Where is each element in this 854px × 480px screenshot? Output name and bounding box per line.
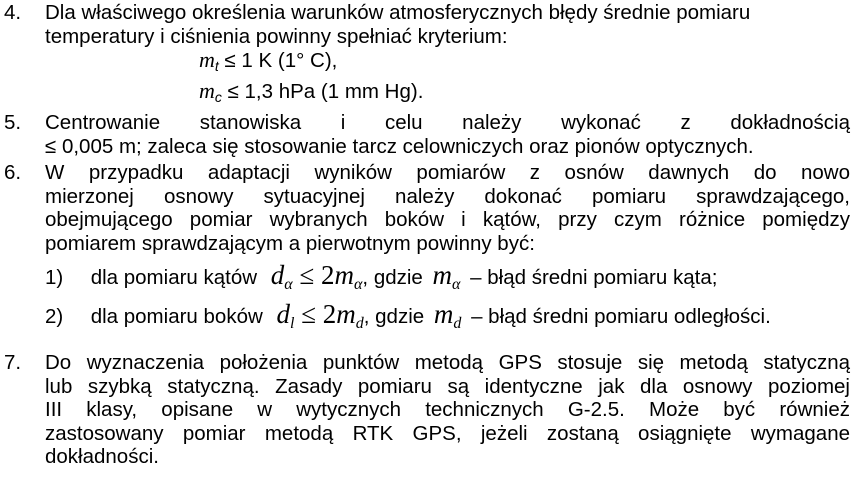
formula-text: ≤ 1 K (1° C), (218, 49, 338, 73)
formula-subscript: α (452, 276, 461, 294)
formula-subscript: l (289, 315, 295, 333)
item-text-line: Dla właściwego określenia warunków atmosferycznych błędy średnie pomiaru (45, 1, 751, 24)
formula-subscript: t (214, 58, 219, 75)
item-number: 6. (4, 161, 22, 184)
sub-item-angles (45, 258, 850, 293)
item-text-line: III klasy, opisane w wytycznych technicznych G-2.5. Może być również (45, 398, 850, 422)
formula-subscript: c (214, 88, 222, 105)
formula-subscript: d (355, 315, 364, 333)
item-number: 7. (4, 351, 22, 374)
formula-variable: m (432, 260, 453, 291)
formula-variable: m (433, 299, 454, 330)
item-text-line: temperatury i ciśnienia powinny spełniać kryterium: (45, 24, 508, 48)
item-body (45, 1, 850, 109)
formula-variable: m (334, 260, 355, 291)
formula-variable: d (270, 260, 285, 291)
item-text-line: W przypadku adaptacji wyników pomiarów z osnów dawnych do nowo (45, 161, 850, 184)
item-text-line: mierzonej osnowy sytuacyjnej należy dokonać pomiaru sprawdzającego, (45, 184, 850, 208)
item-number: 5. (4, 111, 22, 134)
item-text-line: dokładności. (45, 445, 159, 469)
sub-item-suffix: – błąd średni pomiaru odległości. (471, 305, 771, 329)
formula-variable: m (199, 77, 215, 103)
formula-subscript: α (354, 276, 363, 294)
sub-item-middle: , gdzie (362, 266, 423, 290)
formula-variable: d (276, 299, 290, 330)
item-text-line: lub szybką statyczną. Zasady pomiaru są identyczne jak dla osnowy poziomej (45, 374, 850, 398)
item-body (45, 351, 850, 469)
item-text-line: Do wyznaczenia położenia punktów metodą GPS stosuje się metodą statyczną (45, 351, 850, 374)
sub-item-middle: , gdzie (363, 305, 425, 329)
sub-item-prefix: dla pomiaru boków (90, 305, 263, 329)
formula-subscript: d (453, 315, 462, 333)
sub-item-suffix: – błąd średni pomiaru kąta; (470, 266, 718, 290)
sub-item-number: 2) (45, 305, 64, 329)
formula-variable: m (336, 299, 356, 330)
formula-relation: ≤ 2 (292, 260, 335, 291)
item-text-line: pomiarem sprawdzającym a pierwotnym powinny być: (45, 231, 535, 255)
formula-relation: ≤ 2 (294, 299, 337, 330)
item-body (45, 161, 850, 332)
item-text-line: ≤ 0,005 m; zaleca się stosowanie tarcz celowniczych oraz pionów optycznych. (45, 134, 754, 158)
sub-item-prefix: dla pomiaru kątów (90, 266, 258, 290)
formula-text: ≤ 1,3 hPa (1 mm Hg). (221, 79, 424, 103)
item-body (45, 111, 850, 158)
formula-variable: m (199, 47, 215, 73)
item-text-line: Centrowanie stanowiska i celu należy wykonać z dokładnością (45, 111, 850, 134)
item-text-line: zastosowany pomiar metodą RTK GPS, jeżeli zostaną osiągnięte wymagane (45, 421, 850, 445)
formula-subscript: α (284, 276, 293, 294)
sub-item-sides (45, 297, 850, 332)
item-number: 4. (4, 1, 22, 24)
formula-temperature (45, 48, 850, 79)
item-text-line: obejmującego pomiar wybranych boków i kątów, przy czym różnice pomiędzy (45, 208, 850, 232)
sub-item-number: 1) (45, 266, 64, 290)
formula-pressure (45, 79, 850, 110)
